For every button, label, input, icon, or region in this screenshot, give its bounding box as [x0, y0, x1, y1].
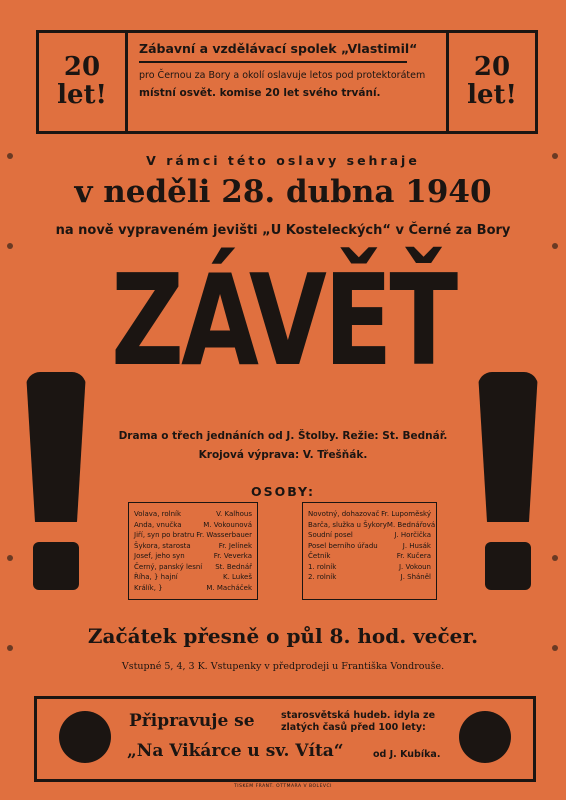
pin-hole [552, 555, 558, 561]
cast-role: Králík, } [134, 583, 163, 592]
cast-row [308, 541, 431, 552]
cast-row [308, 520, 436, 531]
upcoming-play-title: „Na Vikárce u sv. Víta“ [127, 741, 344, 761]
cast-role: 2. rolník [308, 573, 337, 581]
society-name: Zábavní a vzdělávací spolek „Vlastimil“ [139, 41, 418, 56]
cast-actor: Fr. Jelínek [218, 541, 252, 550]
cast-row [308, 509, 431, 520]
pin-hole [7, 243, 13, 249]
anniversary-word-left: let! [57, 80, 107, 110]
event-date: v neděli 28. dubna 1940 [74, 174, 492, 210]
cast-box-right [302, 502, 437, 600]
celebration-line: pro Černou za Bory a okolí oslavuje letos pod protektorátem [139, 70, 426, 81]
cast-role: Jiří, syn po bratru [134, 531, 195, 539]
cast-row [134, 530, 252, 541]
cast-role: 1. rolník [308, 562, 337, 571]
cast-actor: M. Vokounová [203, 520, 252, 529]
top-banner [36, 30, 538, 134]
play-credits: Drama o třech jednáních od J. Štolby. Režie: St. Bednář. [118, 430, 448, 442]
ticket-info: Vstupné 5, 4, 3 K. Vstupenky v předprodeji u Františka Vondrouše. [121, 661, 445, 672]
cast-heading: OSOBY: [250, 484, 316, 499]
cast-actor: Fr. Wasserbauer [196, 531, 252, 539]
cast-row [308, 562, 431, 573]
exclamation-bar [26, 372, 86, 522]
cast-actor: St. Bednář [215, 562, 252, 571]
top-banner-text [139, 39, 439, 102]
cast-row [134, 583, 252, 594]
cast-row [134, 541, 252, 552]
cast-role: Četník [308, 552, 331, 560]
cast-actor: M. Macháček [206, 583, 252, 592]
pin-hole [552, 243, 558, 249]
cast-actor: Fr. Lupoměský [381, 510, 431, 518]
cast-list-right [308, 509, 436, 583]
upcoming-desc-2: zlatých časů před 100 lety: [281, 722, 426, 733]
cast-actor: K. Lukeš [222, 573, 252, 581]
cast-row [134, 509, 252, 520]
cast-actor: J. Horčička [394, 531, 431, 539]
event-venue: na nově vypraveném jevišti „U Kosteleckých“ v Černé za Bory [55, 223, 511, 238]
pin-hole [7, 555, 13, 561]
cast-role: Černý, panský lesní [134, 562, 203, 571]
event-intro: V rámci této oslavy sehraje [146, 153, 420, 168]
cast-role: Anda, vnučka [134, 520, 182, 529]
anniversary-word-right: let! [467, 80, 517, 110]
cast-actor: J. Husák [402, 541, 431, 550]
banner-dot-left [59, 711, 111, 763]
upcoming-desc-1: starosvětská hudeb. idyla ze [281, 710, 436, 721]
cast-row [134, 562, 252, 573]
cast-box-left [128, 502, 258, 600]
cast-actor: Fr. Veverka [213, 552, 252, 560]
cast-role: Josef, jeho syn [134, 552, 185, 560]
cast-role: Posel berního úřadu [308, 541, 378, 550]
cast-row [308, 530, 431, 541]
cast-role: Soudní posel [308, 531, 353, 539]
top-banner-right-box [446, 33, 535, 131]
cast-actor: M. Bednářová [386, 520, 436, 529]
start-time: Začátek přesně o půl 8. hod. večer. [87, 624, 479, 648]
cast-actor: Fr. Kučera [396, 552, 431, 560]
anniversary-number-left: 20 [63, 52, 101, 82]
cast-row [134, 572, 252, 583]
cast-actor: V. Kalhous [216, 510, 252, 518]
cast-row [134, 520, 252, 531]
cast-role: Novotný, dohazovač [308, 510, 380, 518]
exclamation-dot [33, 542, 79, 590]
cast-role: Volava, rolník [134, 510, 182, 518]
cast-row [308, 551, 431, 562]
cast-role: Barča, služka u Šykory [308, 520, 387, 529]
bottom-banner [34, 696, 536, 782]
anniversary-line: místní osvět. komise 20 let svého trvání. [139, 87, 381, 99]
banner-dot-right [459, 711, 511, 763]
top-banner-left-box [39, 33, 128, 131]
exclamation-dot [485, 542, 531, 590]
upcoming-author: od J. Kubíka. [373, 749, 441, 760]
cast-role: Šykora, starosta [134, 541, 191, 550]
printer-credit: TISKEM FRANT. OTTMARA V BOLEVCI [234, 784, 332, 789]
exclamation-bar [478, 372, 538, 522]
anniversary-number-right: 20 [473, 52, 511, 82]
divider [139, 61, 407, 63]
cast-actor: J. Sháněl [400, 573, 431, 581]
cast-actor: J. Vokoun [398, 562, 431, 571]
cast-list-left [134, 509, 252, 593]
upcoming-label: Připravuje se [129, 711, 255, 731]
costume-credits: Krojová výprava: V. Třešňák. [198, 449, 368, 461]
cast-role: Říha, } hajní [134, 573, 178, 581]
cast-row [308, 572, 431, 583]
cast-row [134, 551, 252, 562]
play-title: ZÁVĚŤ [111, 247, 455, 394]
